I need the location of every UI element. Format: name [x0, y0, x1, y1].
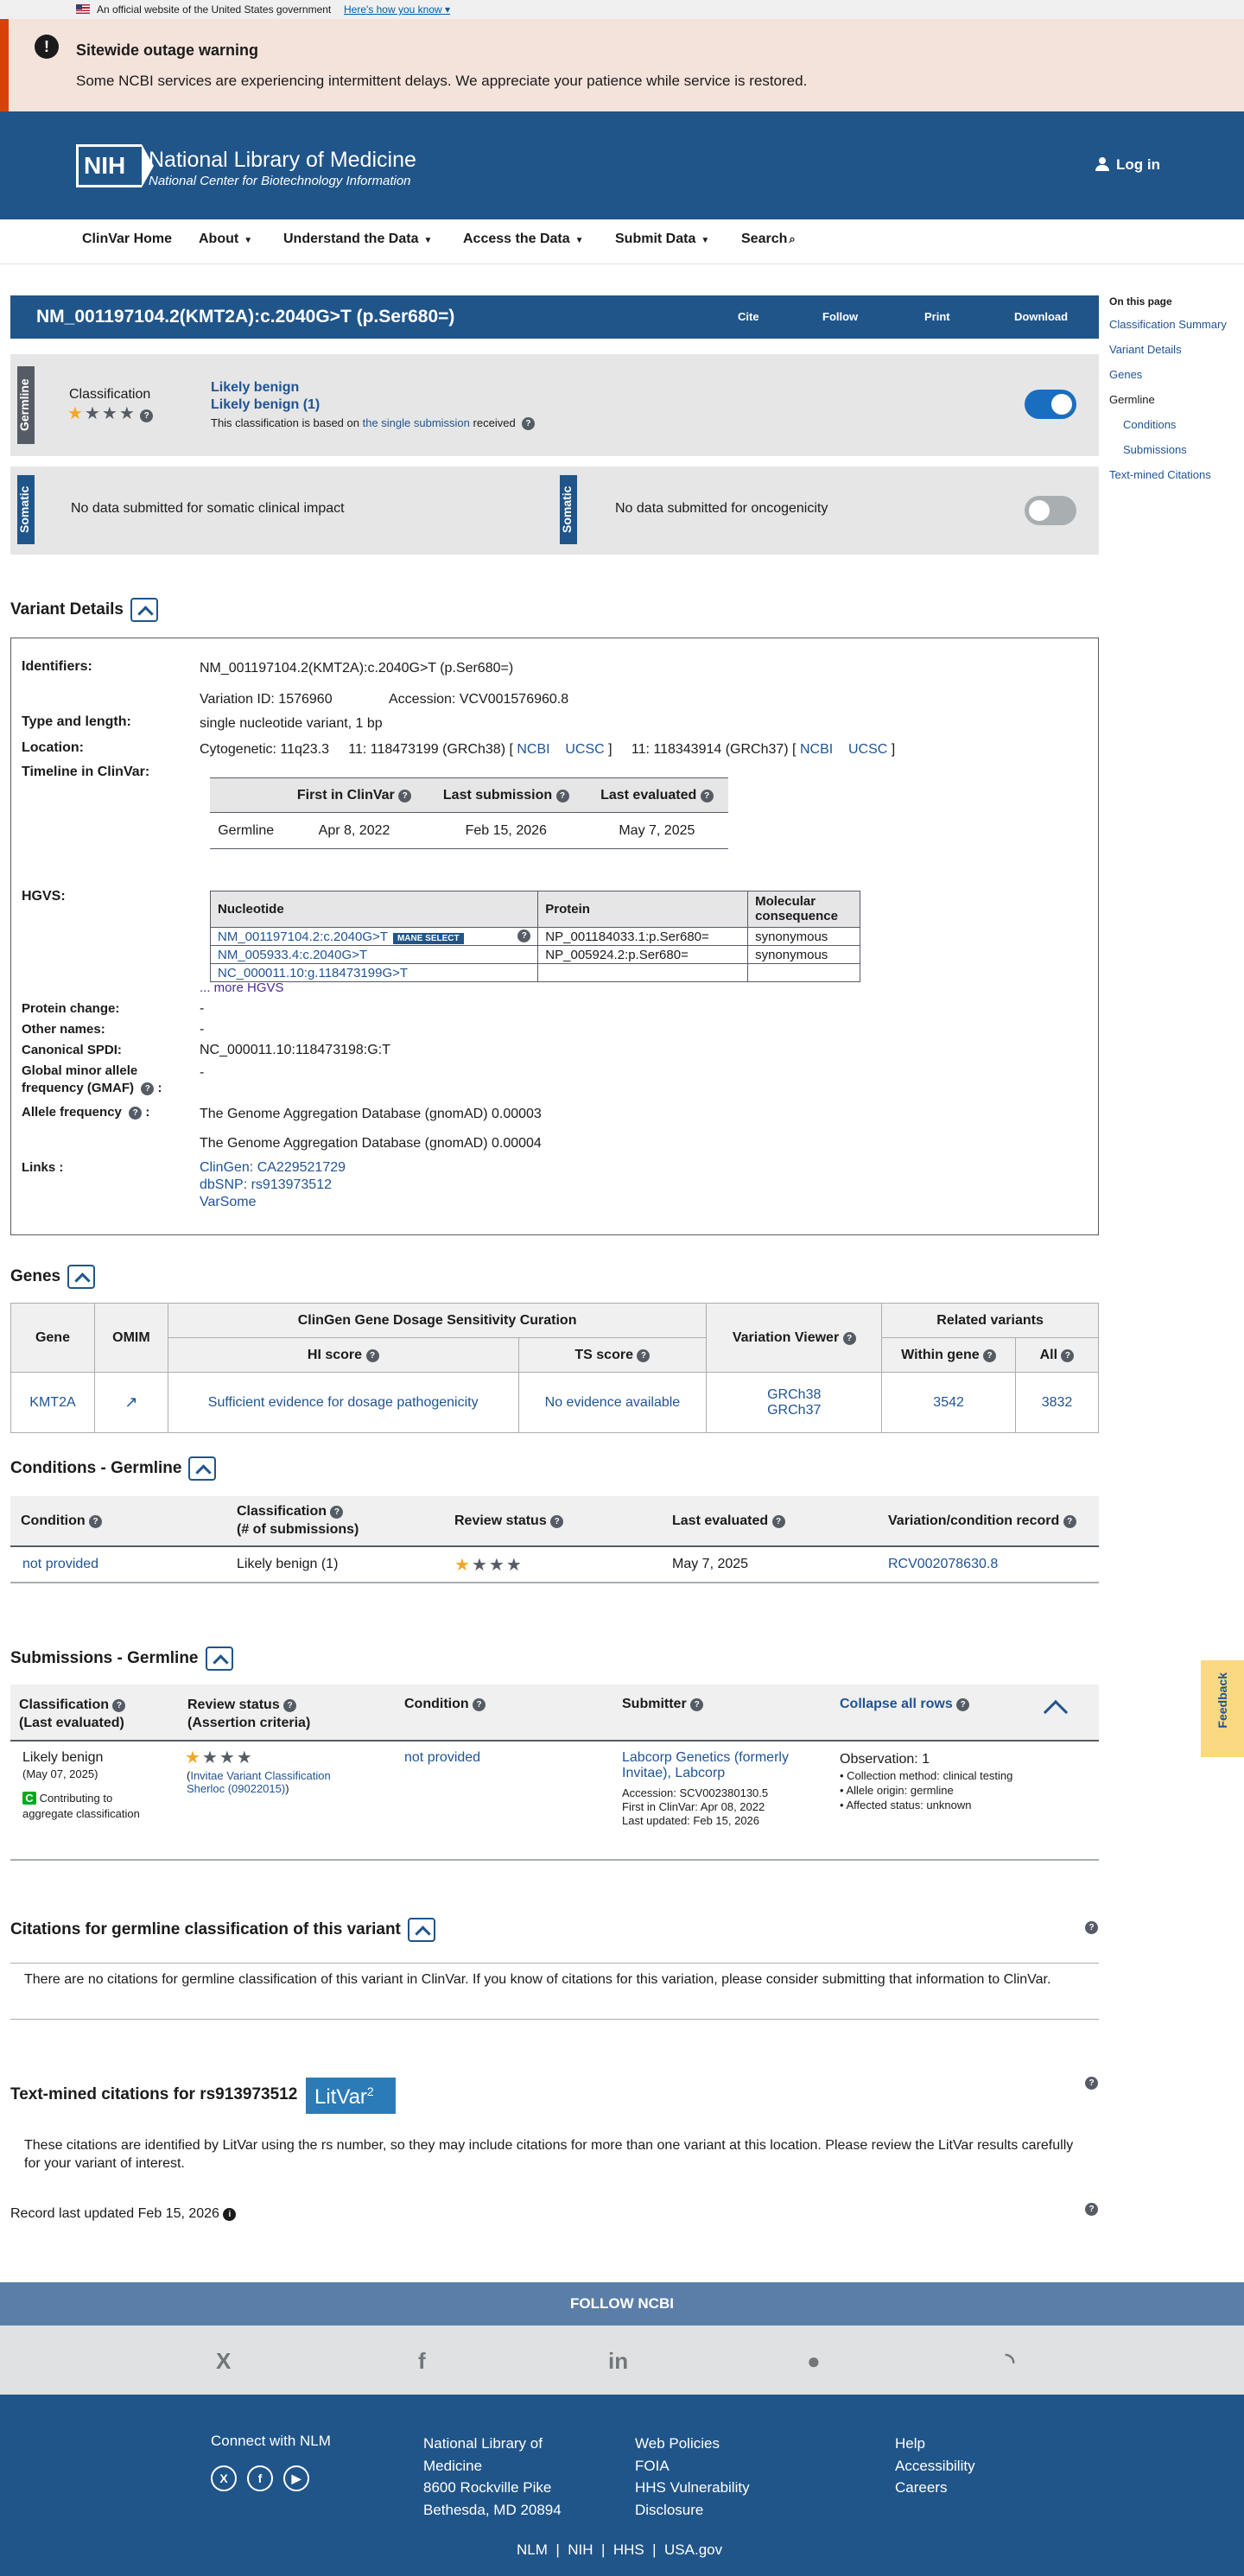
- sidebar-item-genes[interactable]: Genes: [1109, 368, 1143, 381]
- help-icon: ?: [473, 1698, 486, 1711]
- usa-gov-link[interactable]: USA.gov: [664, 2541, 723, 2558]
- allele-frequency-1: The Genome Aggregation Database (gnomAD) 0.00003: [200, 1107, 542, 1121]
- submission-condition-link[interactable]: not provided: [404, 1750, 481, 1765]
- somatic-clinical-impact: No data submitted for somatic clinical impact: [71, 501, 345, 516]
- search-icon: ⌕: [789, 232, 796, 245]
- foia-link[interactable]: FOIA: [635, 2457, 670, 2474]
- contributing-badge: C Contributing to: [22, 1792, 112, 1805]
- outage-alert: [0, 19, 1244, 111]
- sidebar-item-classification-summary[interactable]: Classification Summary: [1109, 318, 1227, 331]
- help-icon: ?: [550, 1515, 563, 1528]
- variation-id: Variation ID: 1576960: [200, 692, 333, 707]
- protein-change-value: -: [200, 1001, 205, 1016]
- table-row: not provided Likely benign (1) ★ ★ ★ ★ May 7, 2025 RCV002078630.8: [10, 1546, 1099, 1583]
- print-button[interactable]: Print: [924, 310, 950, 323]
- help-icon: ?: [330, 1506, 343, 1519]
- collapse-chevron-icon[interactable]: [67, 1265, 95, 1289]
- login-button[interactable]: Log in: [1095, 156, 1160, 174]
- collapse-chevron-icon[interactable]: [188, 1456, 216, 1481]
- nih-link[interactable]: NIH: [568, 2541, 593, 2558]
- help-icon: ?: [983, 1349, 996, 1362]
- accessibility-link[interactable]: Accessibility: [895, 2457, 975, 2474]
- ncbi-link-grch38[interactable]: NCBI: [517, 742, 550, 757]
- hhs-link[interactable]: HHS: [612, 2541, 644, 2558]
- help-icon: ?: [522, 417, 535, 430]
- variant-title-bar: [10, 295, 1099, 339]
- chevron-up-icon[interactable]: [1044, 1700, 1068, 1724]
- germline-toggle[interactable]: [1025, 390, 1076, 419]
- spdi-value: NC_000011.10:118473198:G:T: [200, 1043, 390, 1057]
- oncogenicity-text: No data submitted for oncogenicity: [615, 501, 828, 516]
- type-length-label: Type and length:: [22, 714, 131, 729]
- nlm-address: National Library of Medicine 8600 Rockville Pike Bethesda, MD 20894: [423, 2435, 562, 2518]
- help-icon: ?: [366, 1349, 379, 1362]
- nav-submit-data[interactable]: Submit Data ▼: [615, 232, 710, 246]
- submissions-header: Classification ? (Last evaluated) Review status ? (Assertion criteria) Condition ? Submitter ? Collapse all rows ?: [10, 1685, 1099, 1742]
- hgvs-nucleotide-link[interactable]: NM_005933.4:c.2040G>T: [218, 947, 368, 962]
- germline-tag: Germline: [17, 366, 35, 444]
- review-stars: ★ ★ ★ ★: [454, 1555, 522, 1575]
- table-row: [211, 964, 860, 982]
- timeline-table: First in ClinVar ? Last submission ? Last evaluated ? Germline Apr 8, 2022 Feb 15, 2026 May 7, 2025: [210, 777, 728, 849]
- help-icon: ?: [398, 790, 411, 803]
- github-icon[interactable]: ●: [807, 2348, 821, 2374]
- careers-link[interactable]: Careers: [895, 2479, 948, 2496]
- help-icon: ?: [1063, 1515, 1076, 1528]
- accession: Accession: VCV001576960.8: [389, 692, 569, 707]
- all-variants-link[interactable]: 3832: [1041, 1394, 1073, 1410]
- connect-with-nlm: Connect with NLM: [211, 2433, 331, 2449]
- header-title[interactable]: National Library of Medicine: [149, 148, 416, 172]
- ucsc-link-grch37[interactable]: UCSC: [847, 742, 888, 757]
- help-icon[interactable]: ?: [1085, 2077, 1098, 2090]
- help-icon: ?: [1061, 1349, 1074, 1362]
- timeline-label: Timeline in ClinVar:: [22, 765, 150, 779]
- user-icon: [1095, 157, 1109, 171]
- help-icon: ?: [517, 930, 530, 942]
- help-icon: ?: [112, 1699, 125, 1712]
- collapse-chevron-icon[interactable]: [408, 1918, 435, 1942]
- chevron-down-icon: ▼: [423, 236, 433, 245]
- allele-frequency-label: Allele frequency ? :: [22, 1105, 150, 1120]
- help-icon: ?: [556, 790, 569, 803]
- follow-button[interactable]: Follow: [822, 310, 859, 323]
- info-icon: i: [223, 2208, 236, 2221]
- clingen-link[interactable]: ClinGen: CA229521729: [200, 1160, 346, 1175]
- gov-banner-text: An official website of the United States government: [97, 3, 332, 16]
- table-row: NM_001197104.2:c.2040G>T MANE SELECT ? NP_001184033.1:p.Ser680= synonymous: [211, 928, 860, 946]
- alert-body: Some NCBI services are experiencing intermittent delays. We appreciate your patience while service is restored.: [76, 73, 808, 89]
- classification-note: This classification is based on the single submission received ?: [211, 416, 535, 430]
- hgvs-table: Nucleotide Protein Molecular consequence NM_001197104.2:c.2040G>T MANE SELECT ? NP_001184033.1:p.Ser680= synonymous NM_005933.4:c.2040G>T NP_005924.2:p.Ser680= synonymous NC_000011.10:g.118473199G>T: [210, 891, 860, 982]
- classification-value-count: Likely benign (1): [211, 397, 321, 412]
- more-hgvs-link[interactable]: ... more HGVS: [200, 980, 284, 995]
- ncbi-link-grch37[interactable]: NCBI: [799, 742, 834, 757]
- rcv-record-link[interactable]: RCV002078630.8: [888, 1557, 999, 1571]
- identifier-value: NM_001197104.2(KMT2A):c.2040G>T (p.Ser680=): [200, 661, 514, 676]
- within-gene-link[interactable]: 3542: [933, 1394, 964, 1410]
- help-icon: ?: [140, 409, 153, 422]
- varsome-link[interactable]: VarSome: [200, 1195, 257, 1209]
- help-icon: ?: [89, 1515, 102, 1528]
- record-last-updated: Record last updated Feb 15, 2026 i: [10, 2206, 236, 2222]
- gmaf-label: Global minor allele: [22, 1063, 138, 1078]
- collapse-chevron-icon[interactable]: [130, 598, 158, 622]
- hhs-vulnerability-link[interactable]: HHS Vulnerability: [635, 2479, 750, 2496]
- classification-label: Classification: [69, 387, 151, 402]
- variant-details-heading: Variant Details: [10, 598, 158, 622]
- disclosure-link[interactable]: Disclosure: [635, 2501, 704, 2518]
- feedback-tab[interactable]: Feedback: [1201, 1660, 1244, 1757]
- chevron-down-icon: ▼: [574, 236, 584, 245]
- citations-body: There are no citations for germline classification of this variant in ClinVar. If you know of citations for this variation, please consider submitting that information to ClinVar.: [10, 1963, 1099, 2020]
- hi-score-link[interactable]: Sufficient evidence for dosage pathogenicity: [207, 1394, 479, 1410]
- help-icon: ?: [772, 1515, 785, 1528]
- nav-access-the-data[interactable]: Access the Data ▼: [463, 232, 584, 246]
- submission-row: Likely benign (May 07, 2025) C Contributing to aggregate classification ★ ★ ★ ★ (Invitae Variant Classification Sherloc (09022015)) not provided Labcorp Genetics (formerly Invitae), Labcorp Accession: SCV002380130.5 First in ClinVar: Apr 08, 2022 Last updated: Feb 15, 2026 Observation: 1 • Collection method: clinical testing • Allele origin: germline • Affected status: unknown: [10, 1742, 1099, 1861]
- download-button[interactable]: Download: [1014, 310, 1069, 323]
- nih-logo[interactable]: NIH: [76, 144, 142, 187]
- web-policies-link[interactable]: Web Policies: [635, 2435, 720, 2452]
- help-icon: ?: [701, 790, 714, 803]
- dbsnp-link[interactable]: dbSNP: rs913973512: [200, 1177, 332, 1192]
- somatic-tag-onco: Somatic: [560, 475, 577, 544]
- help-icon: ?: [283, 1699, 296, 1712]
- page-title: NM_001197104.2(KMT2A):c.2040G>T (p.Ser680=): [36, 307, 455, 327]
- protein-change-label: Protein change:: [22, 1001, 120, 1016]
- sidebar-item-germline: Germline: [1109, 393, 1155, 406]
- genes-table: Gene OMIM ClinGen Gene Dosage Sensitivity Curation Variation Viewer ? Related variants HI score ? TS score ? Within gene ? All ? KMT2A ↗ Sufficient evidence for dosage pathogenicity No evidence available GRCh38 GRCh37 3542 3832: [10, 1303, 1099, 1433]
- social-bar: [0, 2325, 1244, 2395]
- help-icon[interactable]: ?: [1085, 1921, 1098, 1934]
- sidebar-item-submissions[interactable]: Submissions: [1123, 443, 1187, 456]
- header-subtitle: National Center for Biotechnology Information: [149, 174, 411, 188]
- sidebar-item-text-mined-citations[interactable]: Text-mined Citations: [1109, 468, 1211, 481]
- facebook-icon[interactable]: f: [247, 2465, 273, 2491]
- gmaf-label-2: frequency (GMAF) ? :: [22, 1081, 162, 1095]
- chevron-down-icon: ▼: [701, 236, 710, 245]
- grch37-viewer-link[interactable]: GRCh37: [767, 1402, 822, 1418]
- footer-bottom-links: NLM | NIH | HHS | USA.gov: [517, 2541, 723, 2558]
- genes-heading: Genes: [10, 1265, 95, 1289]
- help-icon: ?: [843, 1332, 856, 1345]
- collapse-all-rows-button[interactable]: Collapse all rows ?: [840, 1697, 969, 1712]
- table-row: [11, 1373, 1099, 1433]
- location-label: Location:: [22, 740, 84, 755]
- facebook-icon[interactable]: f: [418, 2348, 426, 2374]
- us-flag-icon: [76, 4, 90, 14]
- ucsc-link-grch38[interactable]: UCSC: [565, 742, 605, 757]
- heres-how-you-know-link[interactable]: Here's how you know ▾: [344, 3, 451, 16]
- ts-score-link[interactable]: No evidence available: [544, 1394, 681, 1410]
- site-header: [0, 111, 1244, 219]
- germline-classification-panel: [10, 354, 1099, 456]
- help-link[interactable]: Help: [895, 2435, 925, 2452]
- help-icon[interactable]: ?: [1085, 2203, 1098, 2216]
- cite-button[interactable]: Cite: [738, 310, 759, 323]
- youtube-icon[interactable]: ▶: [283, 2465, 309, 2491]
- gmaf-value: -: [200, 1065, 205, 1080]
- submissions-heading: Submissions - Germline: [10, 1646, 233, 1671]
- grch38-viewer-link[interactable]: GRCh38: [767, 1386, 822, 1402]
- review-stars: ★ ★ ★ ★: [185, 1748, 252, 1767]
- spdi-label: Canonical SPDI:: [22, 1043, 122, 1057]
- single-submission-link[interactable]: the single submission: [362, 416, 470, 429]
- help-icon: ?: [637, 1349, 650, 1362]
- assertion-criteria-link[interactable]: Invitae Variant Classification Sherloc (09022015): [187, 1769, 331, 1795]
- chevron-down-icon: ▼: [244, 236, 253, 245]
- textmined-heading: Text-mined citations for rs913973512: [10, 2085, 298, 2103]
- identifiers-label: Identifiers:: [22, 659, 92, 674]
- sidebar-item-conditions[interactable]: Conditions: [1123, 418, 1177, 431]
- exclamation-icon: !: [35, 35, 59, 59]
- nlm-link[interactable]: NLM: [517, 2541, 548, 2558]
- hgvs-label: HGVS:: [22, 889, 66, 904]
- help-icon: ?: [129, 1107, 142, 1120]
- hgvs-nucleotide-link[interactable]: NC_000011.10:g.118473199G>T: [218, 965, 409, 980]
- hgvs-nucleotide-link[interactable]: NM_001197104.2:c.2040G>T: [218, 929, 388, 944]
- collapse-chevron-icon[interactable]: [206, 1646, 233, 1671]
- other-names-value: -: [200, 1022, 205, 1037]
- allele-frequency-2: The Genome Aggregation Database (gnomAD) 0.00004: [200, 1136, 542, 1151]
- somatic-toggle[interactable]: [1025, 496, 1076, 525]
- litvar-logo[interactable]: LitVar$^2$: [306, 2078, 396, 2114]
- main-nav: [0, 219, 1244, 264]
- nav-search[interactable]: Search ⌕: [741, 232, 796, 246]
- help-icon: ?: [141, 1082, 154, 1095]
- external-link-icon[interactable]: ↗: [124, 1393, 138, 1411]
- somatic-tag: Somatic: [17, 475, 35, 544]
- x-twitter-icon[interactable]: X: [216, 2348, 232, 2374]
- textmined-body: These citations are identified by LitVar using the rs number, so they may include citations for more than one variant at this location. Please review the LitVar results carefully for your variant of interest.: [24, 2138, 1074, 2171]
- alert-title: Sitewide outage warning: [76, 41, 259, 59]
- condition-link[interactable]: not provided: [22, 1557, 99, 1571]
- review-stars: ★ ★ ★ ★ ?: [67, 403, 153, 424]
- nav-clinvar-home[interactable]: ClinVar Home: [82, 232, 173, 246]
- conditions-table: Condition ? Classification ? (# of submissions) Review status ? Last evaluated ? Variation/condition record ? not provided Likely benign (1) ★ ★ ★ ★ May 7, 2025 RCV002078630.8: [10, 1496, 1099, 1583]
- citations-heading: Citations for germline classification of this variant: [10, 1918, 435, 1942]
- sidebar-item-variant-details[interactable]: Variant Details: [1109, 343, 1182, 356]
- nav-about[interactable]: About ▼: [199, 232, 253, 246]
- links-label: Links :: [22, 1160, 64, 1175]
- variant-details-box: [10, 638, 1099, 1235]
- follow-ncbi-bar: FOLLOW NCBI: [0, 2282, 1244, 2325]
- other-names-label: Other names:: [22, 1022, 105, 1037]
- table-row: Germline Apr 8, 2022 Feb 15, 2026 May 7, 2025: [210, 813, 728, 849]
- location-value: Cytogenetic: 11q23.3 11: 118473199 (GRCh38) [ NCBI UCSC ] 11: 118343914 (GRCh37) [ NCBI UCSC ]: [200, 742, 896, 757]
- gov-banner: [0, 0, 1244, 19]
- linkedin-icon[interactable]: in: [608, 2348, 629, 2374]
- submitter-link[interactable]: Labcorp Genetics (formerly Invitae), Labcorp: [622, 1750, 789, 1780]
- mane-select-badge: MANE SELECT: [393, 933, 464, 944]
- help-icon: ?: [956, 1698, 969, 1711]
- gene-link[interactable]: KMT2A: [29, 1394, 76, 1410]
- conditions-heading: Conditions - Germline: [10, 1456, 216, 1481]
- somatic-panel: [10, 466, 1099, 555]
- x-twitter-icon[interactable]: X: [211, 2465, 237, 2491]
- help-icon: ?: [690, 1698, 703, 1711]
- nlm-footer: [0, 2395, 1244, 2576]
- table-row: NM_005933.4:c.2040G>T NP_005924.2:p.Ser680= synonymous: [211, 946, 860, 964]
- classification-value: Likely benign: [211, 380, 300, 395]
- on-this-page-sidebar: [1109, 295, 1239, 493]
- rss-icon[interactable]: ◝: [1006, 2348, 1015, 2374]
- type-length-value: single nucleotide variant, 1 bp: [200, 716, 383, 731]
- sidebar-heading: On this page: [1109, 295, 1172, 308]
- nav-understand-the-data[interactable]: Understand the Data ▼: [283, 232, 433, 246]
